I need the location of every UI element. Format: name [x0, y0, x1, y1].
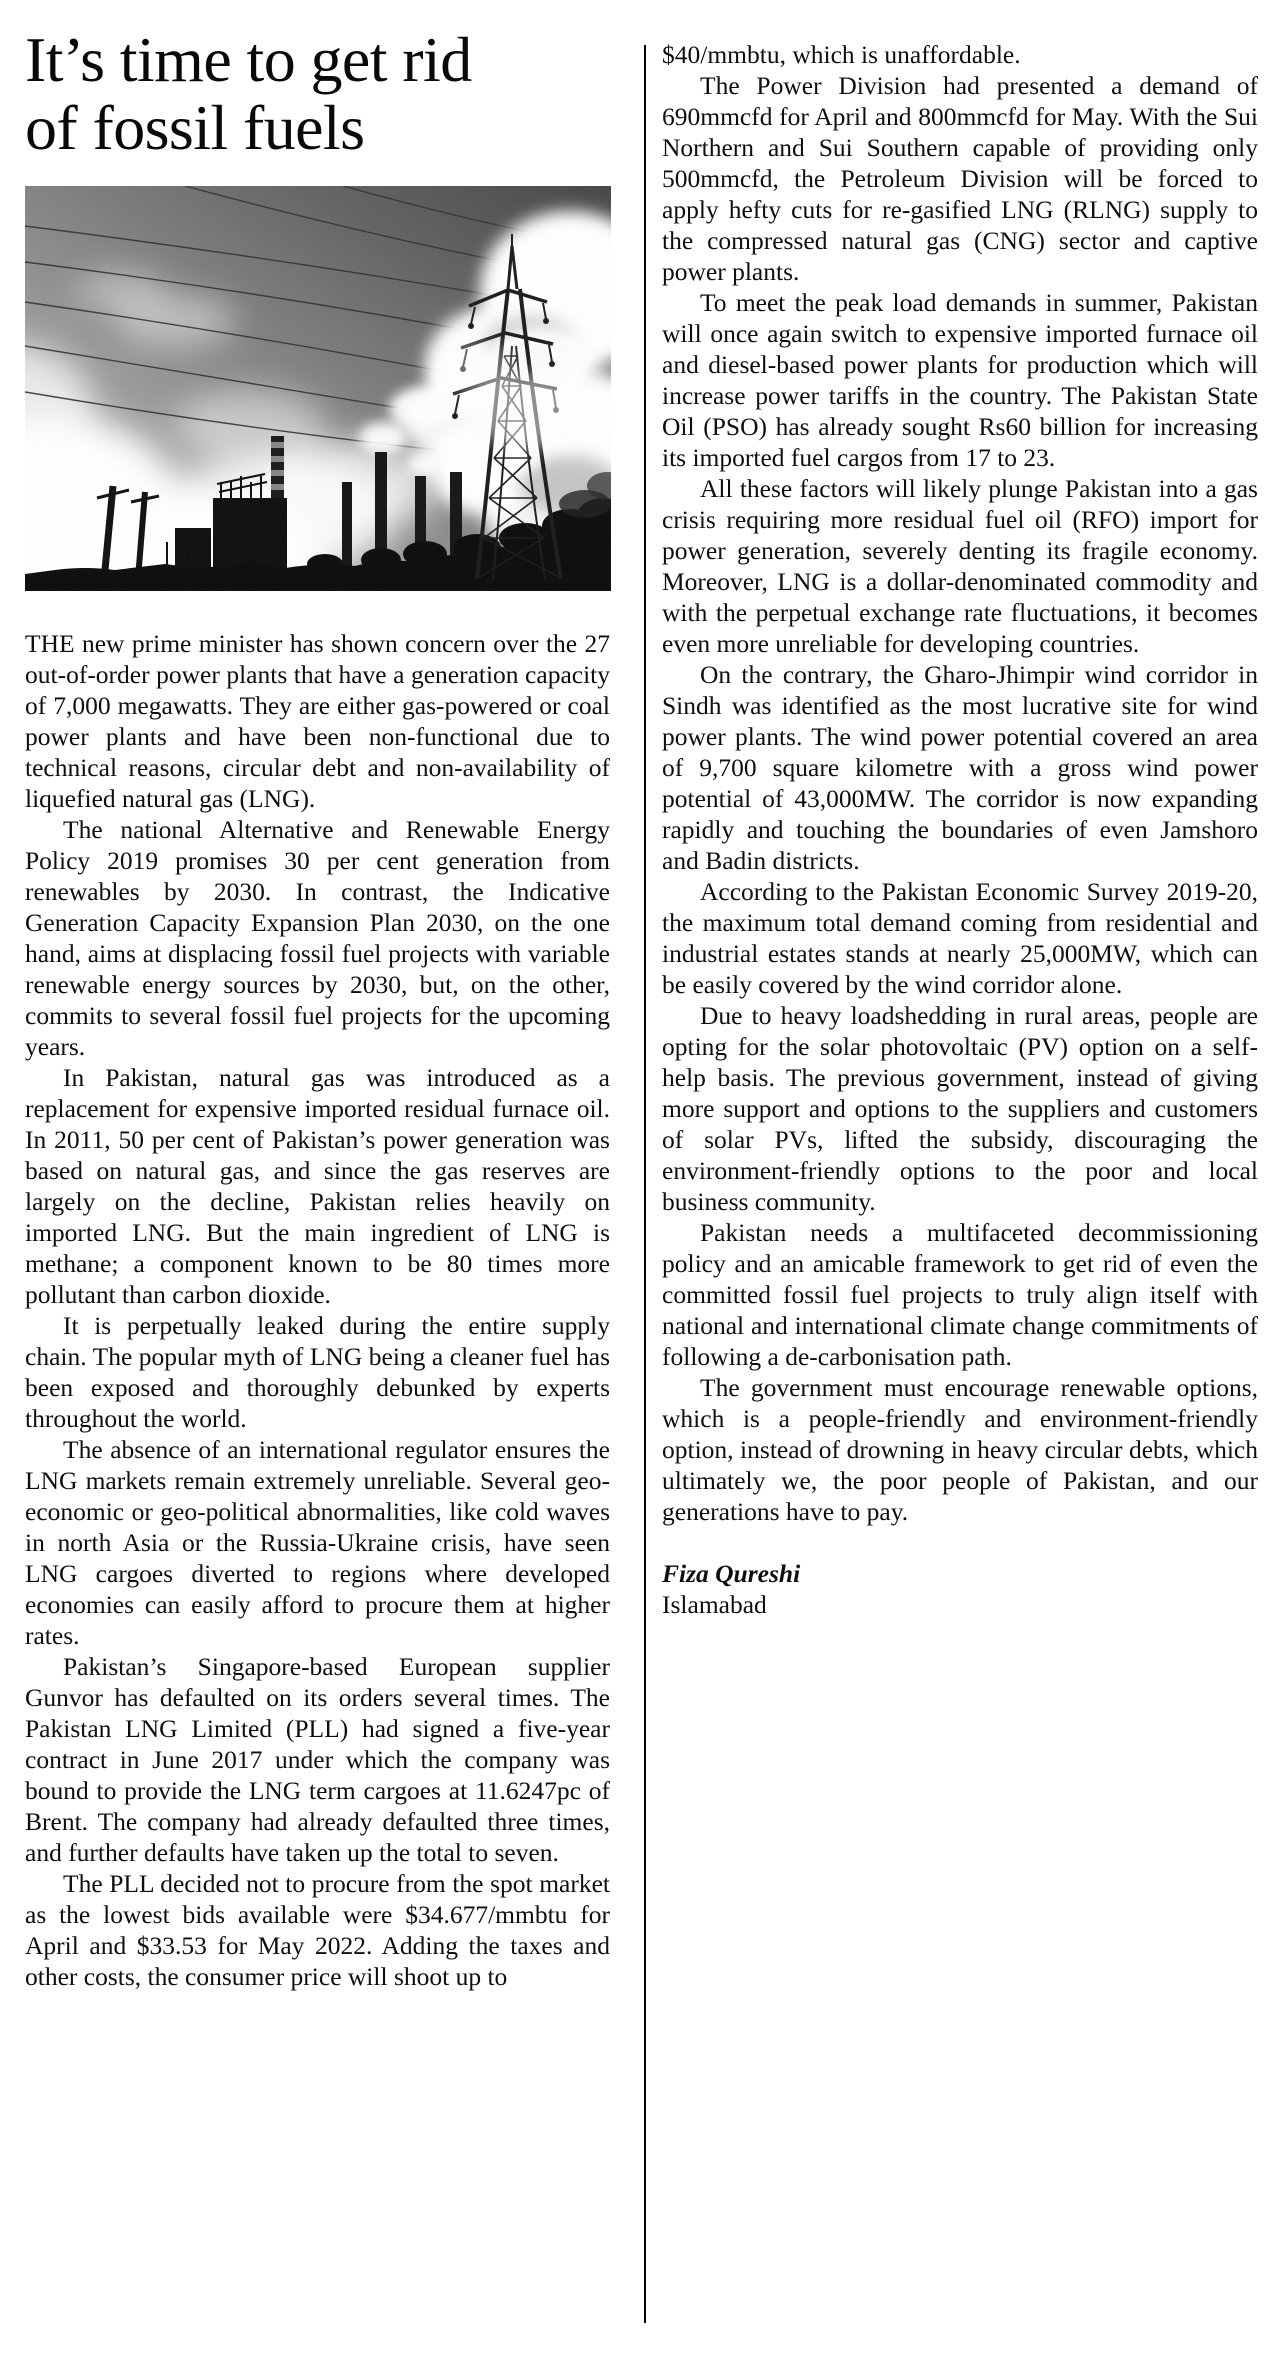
article-photo: [25, 186, 611, 591]
paragraph: According to the Pakistan Economic Survey 2019-20, the maximum total demand coming from residential and industrial estates stands at nearly 25,000MW, which can be easily covered by the wind corridor alone.: [662, 877, 1258, 999]
paragraph: Due to heavy loadshedding in rural areas, people are opting for the solar photovoltaic (PV) option on a self-help basis. The previous government, instead of giving more support and options to the suppliers and customers of solar PVs, lifted the subsidy, discouraging the environment-friendly options to the poor and local business community.: [662, 1001, 1258, 1216]
author-city: Islamabad: [662, 1590, 767, 1619]
paragraph: Pakistan’s Singapore-based European supplier Gunvor has defaulted on its orders several times. The Pakistan LNG Limited (PLL) had signed a five-year contract in June 2017 under which the company was bound to provide the LNG term cargoes at 11.6247pc of Brent. The company had already defaulted three times, and further defaults have taken up the total to seven.: [25, 1652, 610, 1867]
paragraph: The national Alternative and Renewable Energy Policy 2019 promises 30 per cent generation from renewables by 2030. In contrast, the Indicative Generation Capacity Expansion Plan 2030, on the one hand, aims at displacing fossil fuel projects with variable renewable energy sources by 2030, but, on the other, commits to several fossil fuel projects for the upcoming years.: [25, 815, 610, 1061]
letter-signature: [662, 1558, 1258, 1620]
paragraph: The PLL decided not to procure from the spot market as the lowest bids available were $34.677/mmbtu for April and $33.53 for May 2022. Adding the taxes and other costs, the consumer price will shoot up to: [25, 1869, 610, 1991]
paragraph: The government must encourage renewable options, which is a people-friendly and environment-friendly option, instead of drowning in heavy circular debts, which ultimately we, the poor people of Pakistan, and our generations have to pay.: [662, 1373, 1258, 1526]
article-title: [25, 26, 610, 162]
paragraph-continuation: $40/mmbtu, which is unaffordable.: [662, 40, 1021, 69]
photo-grain: [25, 186, 611, 591]
paragraph: In Pakistan, natural gas was introduced as a replacement for expensive imported residual furnace oil. In 2011, 50 per cent of Pakistan’s power generation was based on natural gas, and since the gas reserves are largely on the decline, Pakistan relies heavily on imported LNG. But the main ingredient of LNG is methane; a component known to be 80 times more pollutant than carbon dioxide.: [25, 1063, 610, 1309]
paragraph: Pakistan needs a multifaceted decommissioning policy and an amicable framework to get rid of even the committed fossil fuel projects to truly align itself with national and international climate change commitments of following a de-carbonisation path.: [662, 1218, 1258, 1371]
paragraph: All these factors will likely plunge Pakistan into a gas crisis requiring more residual fuel oil (RFO) import for power generation, severely denting its fragile economy. Moreover, LNG is a dollar-denominated commodity and with the perpetual exchange rate fluctuations, it becomes even more unreliable for developing countries.: [662, 474, 1258, 658]
paragraph: The Power Division had presented a demand of 690mmcfd for April and 800mmcfd for May. With the Sui Northern and Sui Southern capable of providing only 500mmcfd, the Petroleum Division will be forced to apply hefty cuts for re-gasified LNG (RLNG) supply to the compressed natural gas (CNG) sector and captive power plants.: [662, 71, 1258, 286]
column-divider-rule: [644, 45, 646, 2323]
paragraph: THE new prime minister has shown concern over the 27 out-of-order power plants that have a generation capacity of 7,000 megawatts. They are either gas-powered or coal power plants and have been non-functional due to technical reasons, circular debt and non-availability of liquefied natural gas (LNG).: [25, 629, 610, 813]
author-name: Fiza Qureshi: [662, 1559, 801, 1588]
article-body-right: [662, 39, 1258, 1527]
power-plant-photo-illustration: [25, 186, 611, 591]
article-title-line2: of fossil fuels: [25, 92, 365, 163]
paragraph: On the contrary, the Gharo-Jhimpir wind corridor in Sindh was identified as the most lucrative site for wind power plants. The wind power potential covered an area of 9,700 square kilometre with a gross wind power potential of 43,000MW. The corridor is now expanding rapidly and touching the boundaries of even Jamshoro and Badin districts.: [662, 660, 1258, 875]
article-body-left: [25, 628, 610, 1992]
paragraph: The absence of an international regulator ensures the LNG markets remain extremely unreliable. Several geo-economic or geo-political abnormalities, like cold waves in north Asia or the Russia-Ukraine crisis, have seen LNG cargoes diverted to regions where developed economies can easily afford to procure them at higher rates.: [25, 1435, 610, 1650]
left-column: [25, 0, 610, 1992]
right-column: [662, 0, 1258, 1620]
paragraph: To meet the peak load demands in summer, Pakistan will once again switch to expensive imported furnace oil and diesel-based power plants for production which will increase power tariffs in the country. The Pakistan State Oil (PSO) has already sought Rs60 billion for increasing its imported fuel cargos from 17 to 23.: [662, 288, 1258, 472]
paragraph: It is perpetually leaked during the entire supply chain. The popular myth of LNG being a cleaner fuel has been exposed and thoroughly debunked by experts throughout the world.: [25, 1311, 610, 1433]
article-title-line1: It’s time to get rid: [25, 24, 472, 95]
